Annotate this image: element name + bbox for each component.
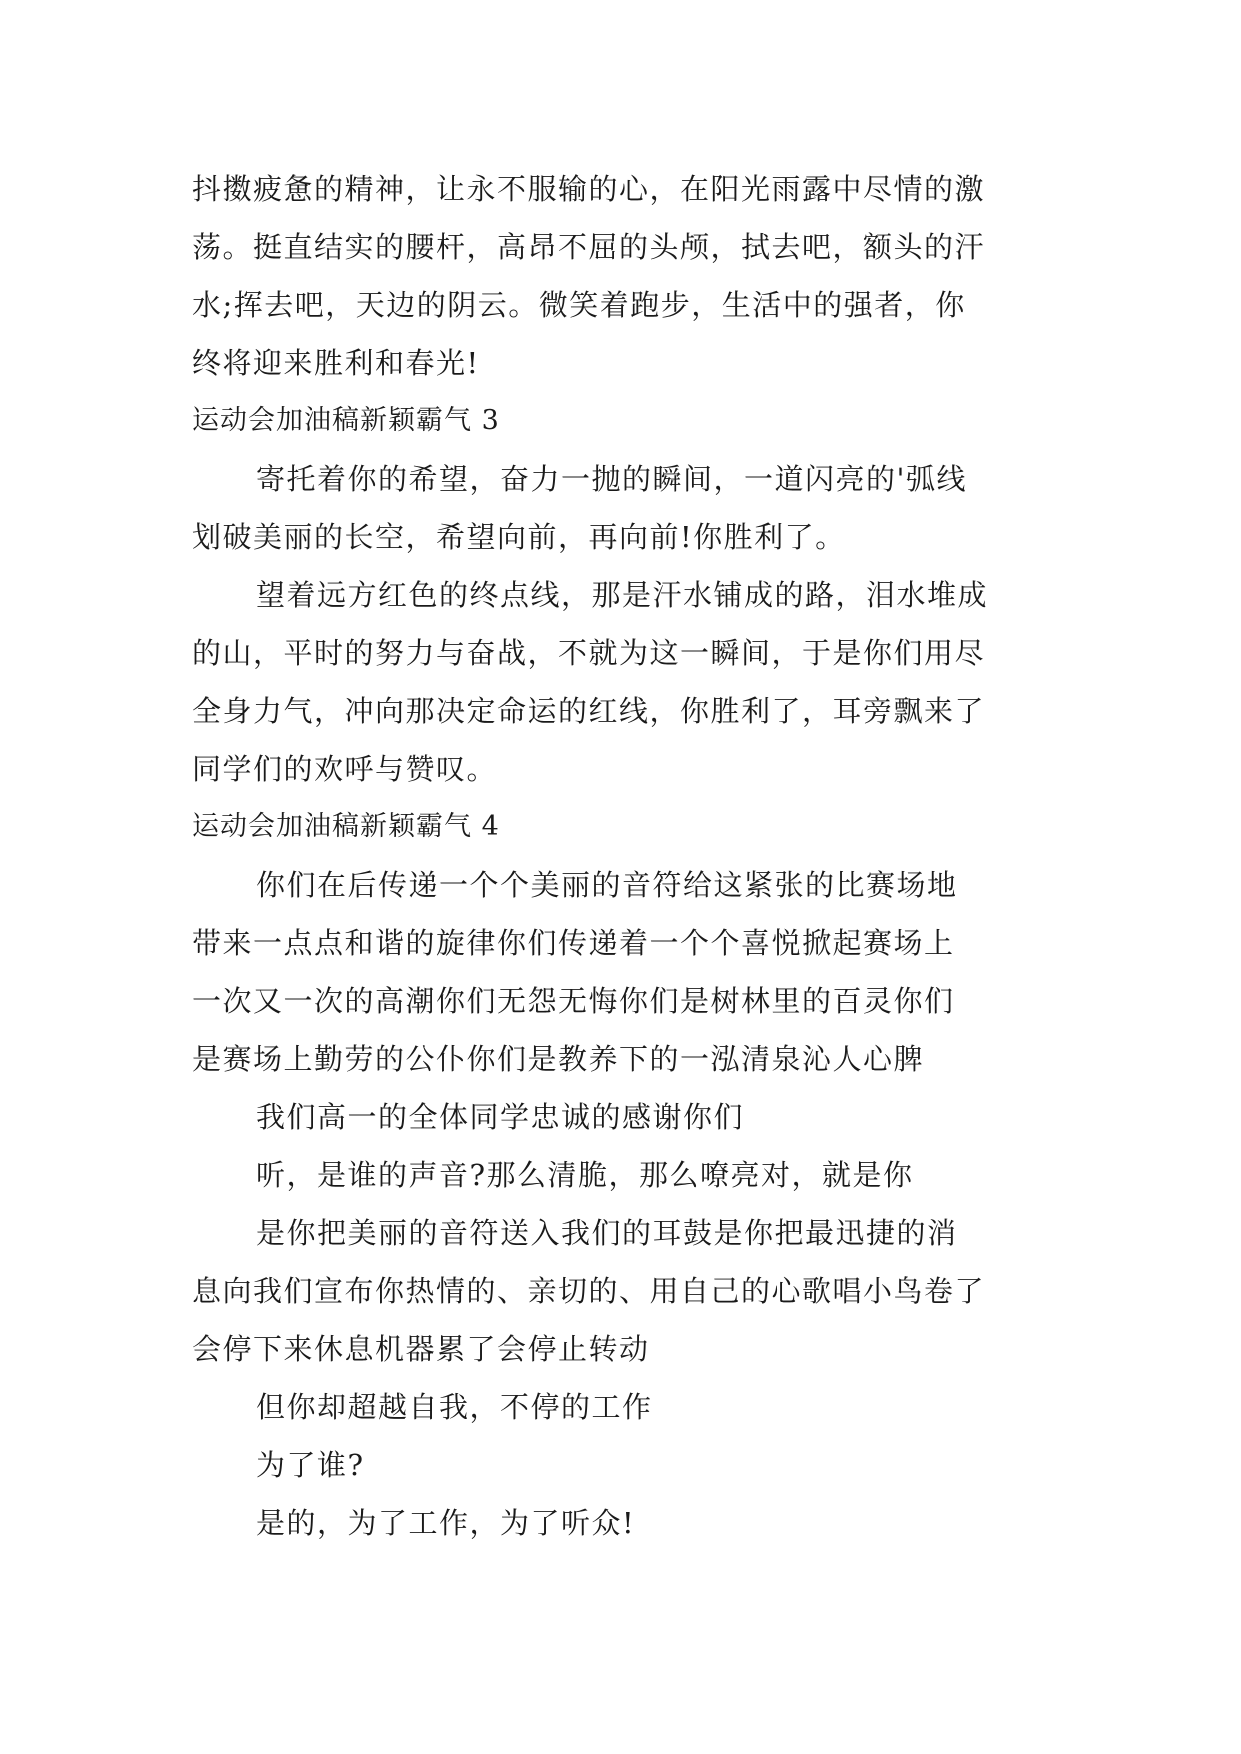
text-line: 荡。挺直结实的腰杆，高昂不屈的头颅，拭去吧，额头的汗: [192, 230, 986, 264]
text-line: 会停下来休息机器累了会停止转动: [192, 1332, 650, 1366]
text-line: 我们高一的全体同学忠诚的感谢你们: [256, 1100, 745, 1134]
text-line: 终将迎来胜利和春光!: [192, 346, 480, 380]
text-line: 你们在后传递一个个美丽的音符给这紧张的比赛场地: [256, 868, 958, 902]
text-line: 但你却超越自我，不停的工作: [256, 1390, 653, 1424]
text-line: 水;挥去吧，天边的阴云。微笑着跑步，生活中的强者，你: [192, 288, 966, 322]
paragraph: [192, 1088, 1052, 1146]
paragraph: [192, 1204, 1052, 1378]
text-line: 一次又一次的高潮你们无怨无悔你们是树林里的百灵你们: [192, 984, 955, 1018]
text-line: 的山，平时的努力与奋战，不就为这一瞬间，于是你们用尽: [192, 636, 986, 670]
paragraph: [192, 1146, 1052, 1204]
section-heading: [192, 798, 1052, 856]
paragraph: [192, 160, 1052, 392]
text-line: 是你把美丽的音符送入我们的耳鼓是你把最迅捷的消: [256, 1216, 958, 1250]
text-line: 寄托着你的希望，奋力一抛的瞬间，一道闪亮的'弧线: [256, 462, 967, 496]
paragraph: [192, 1436, 1052, 1494]
paragraph: [192, 450, 1052, 566]
text-line: 带来一点点和谐的旋律你们传递着一个个喜悦掀起赛场上: [192, 926, 955, 960]
text-line: 息向我们宣布你热情的、亲切的、用自己的心歌唱小鸟卷了: [192, 1274, 986, 1308]
text-line: 划破美丽的长空，希望向前，再向前!你胜利了。: [192, 520, 846, 554]
text-line: 望着远方红色的终点线，那是汗水铺成的路，泪水堆成: [256, 578, 989, 612]
document-body: [192, 160, 1052, 1552]
text-line: 听，是谁的声音?那么清脆，那么嘹亮对，就是你: [256, 1158, 914, 1192]
paragraph: [192, 1494, 1052, 1552]
text-line: 是的，为了工作，为了听众!: [256, 1506, 636, 1540]
heading-text: 运动会加油稿新颖霸气 3: [192, 405, 500, 436]
heading-text: 运动会加油稿新颖霸气 4: [192, 811, 500, 842]
text-line: 是赛场上勤劳的公仆你们是教养下的一泓清泉沁人心脾: [192, 1042, 925, 1076]
text-line: 全身力气，冲向那决定命运的红线，你胜利了，耳旁飘来了: [192, 694, 986, 728]
paragraph: [192, 566, 1052, 798]
text-line: 抖擞疲惫的精神，让永不服输的心，在阳光雨露中尽情的激: [192, 172, 986, 206]
section-heading: [192, 392, 1052, 450]
paragraph: [192, 1378, 1052, 1436]
text-line: 同学们的欢呼与赞叹。: [192, 752, 498, 786]
paragraph: [192, 856, 1052, 1088]
text-line: 为了谁?: [256, 1448, 365, 1482]
